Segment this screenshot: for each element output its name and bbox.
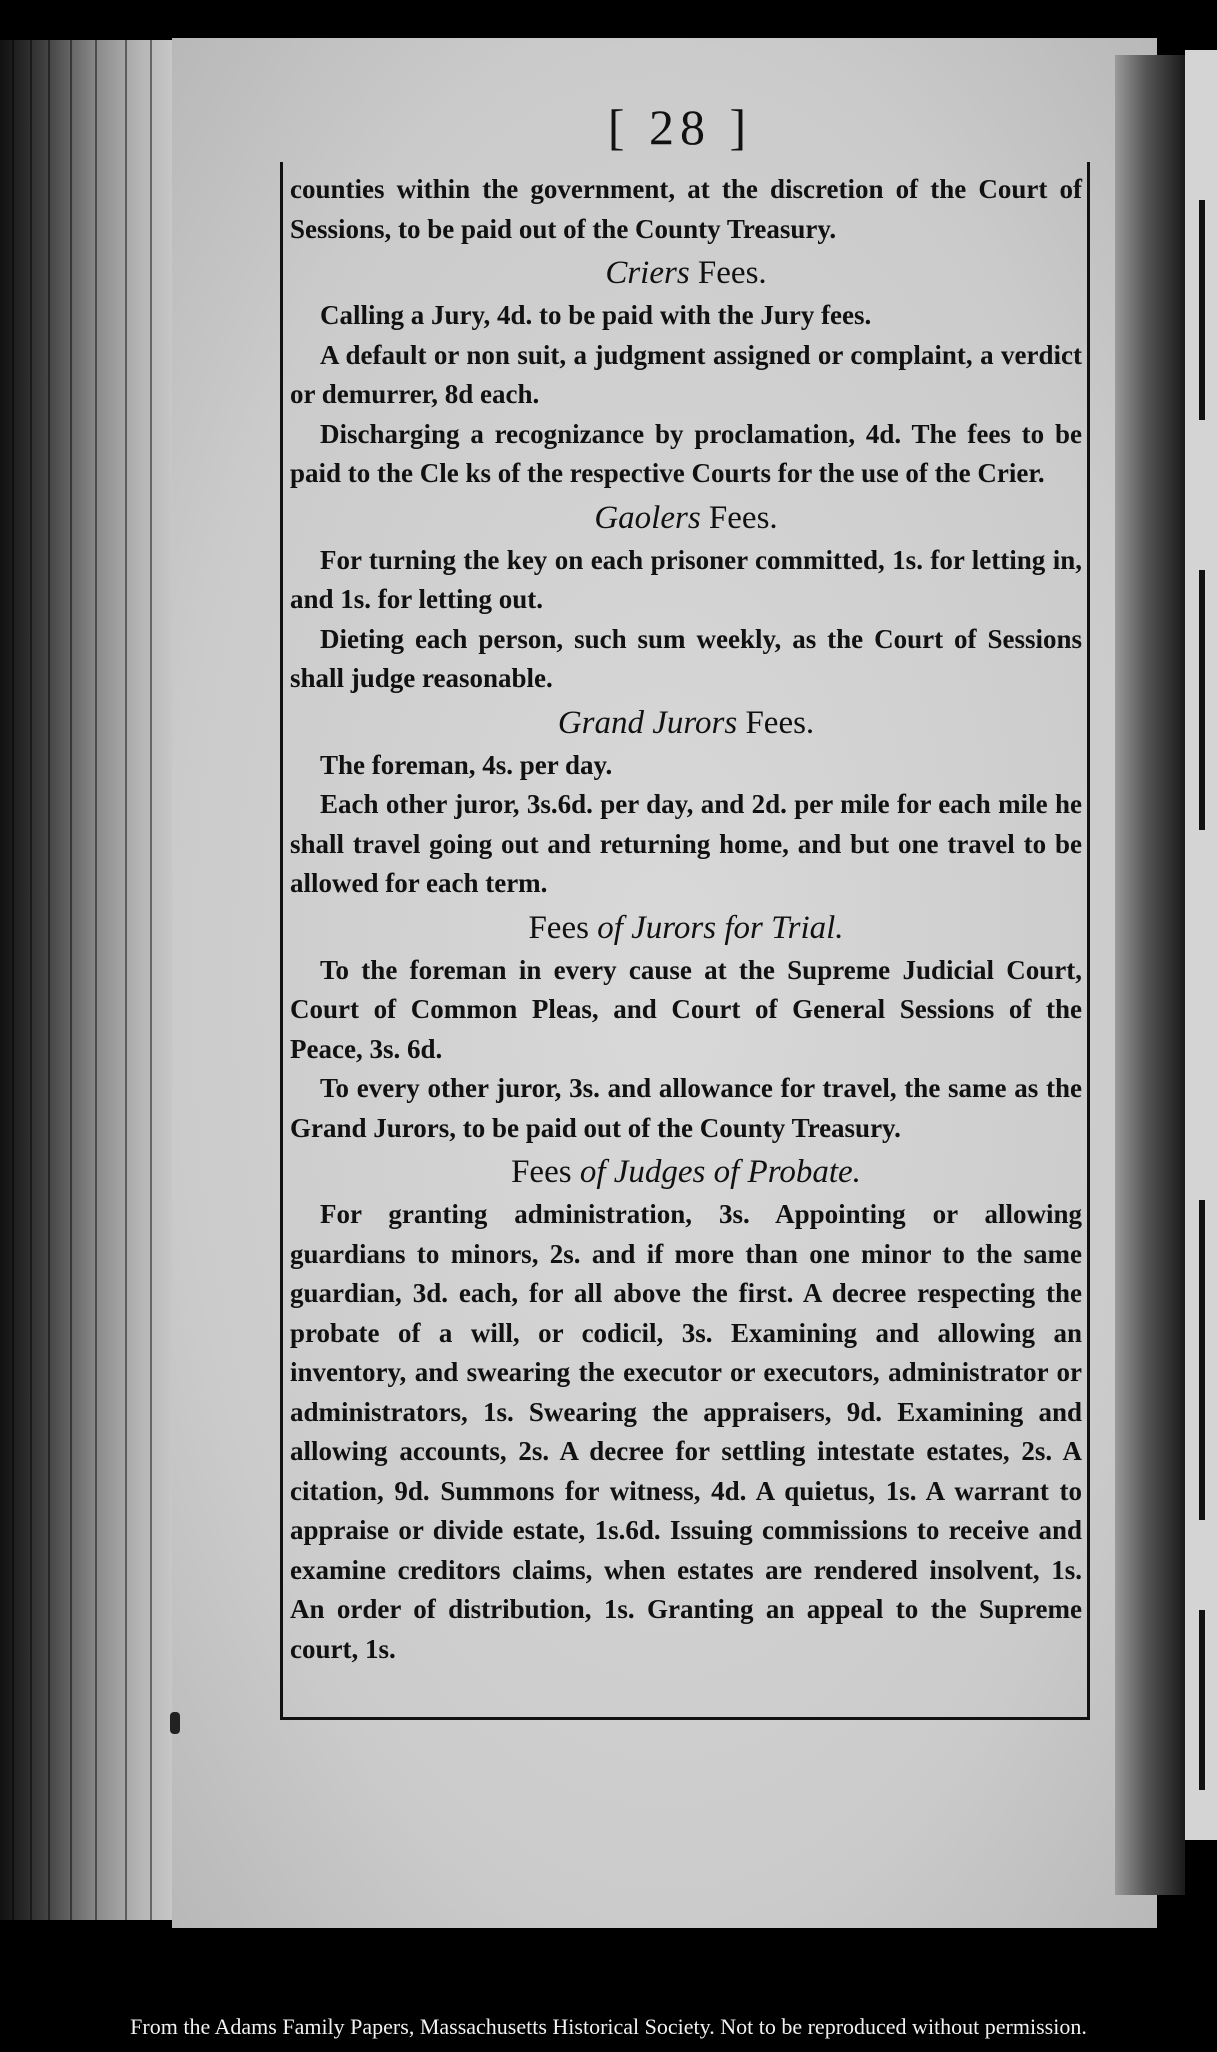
paragraph: To every other juror, 3s. and allowance for travel, the same as the Grand Jurors, to be paid out of the County Treasury. — [290, 1073, 1082, 1143]
heading-plain-text: Fees — [528, 909, 598, 946]
gutter-shadow — [1115, 55, 1185, 1895]
page-number: [ 28 ] — [607, 99, 753, 155]
facing-page-edge — [1185, 50, 1217, 1840]
heading-plain-text: Fees. — [689, 255, 767, 291]
section-heading — [290, 1150, 1082, 1195]
paragraph: Calling a Jury, 4d. to be paid with the Jury fees. — [320, 300, 872, 330]
heading-plain-text: Fees — [511, 1154, 580, 1190]
paragraph: Each other juror, 3s.6d. per day, and 2d. per mile for each mile he shall travel going out and returning home, and but one travel to be allowed for each term. — [290, 789, 1082, 898]
section-heading — [290, 906, 1082, 951]
paragraph: To the foreman in every cause at the Supreme Judicial Court, Court of Common Pleas, and Court of General Sessions of the Peace, 3s. 6d. — [290, 954, 1082, 1064]
heading-italic-text: of Jurors for Trial. — [597, 909, 844, 946]
heading-plain-text: Fees. — [700, 499, 778, 536]
book-page-edges — [0, 40, 175, 1920]
paragraph: For turning the key on each prisoner committed, 1s. for letting in, and 1s. for letting out. — [290, 544, 1082, 614]
page-text — [290, 170, 1082, 1669]
paragraph: For granting administration, 3s. Appointing or allowing guardians to minors, 2s. and if more than one minor to the same guardian, 3d. each, for all above the first. A decree respecting the probate of a will, or codicil, 3s. Examining and allowing an inventory, and swearing the executor or executors, administrator or administrators, 1s. Swearing the appraisers, 9d. Examining and allowing accounts, 2s. A decree for settling intestate estates, 2s. A citation, 9d. Summons for witness, 4d. A quietus, 1s. A warrant to appraise or divide estate, 1s.6d. Issuing commissions to receive and examine creditors claims, when estates are rendered insolvent, 1s. An order of distribution, 1s. Granting an appeal to the Supreme court, 1s. — [290, 1199, 1082, 1664]
heading-italic-text: Gaolers — [594, 499, 701, 536]
margin-mark — [170, 1712, 180, 1734]
paragraph: A default or non suit, a judgment assigned or complaint, a verdict or demurrer, 8d each. — [290, 339, 1082, 409]
copyright-caption: From the Adams Family Papers, Massachusetts Historical Society. Not to be reproduced without permission. — [130, 2014, 1087, 2039]
section-heading — [290, 701, 1082, 746]
section-heading — [290, 251, 1082, 296]
heading-italic-text: of Judges of Probate. — [579, 1154, 861, 1190]
heading-italic-text: Grand Jurors — [557, 704, 738, 741]
section-heading — [290, 496, 1082, 541]
heading-plain-text: Fees. — [737, 704, 815, 741]
paragraph: counties within the government, at the discretion of the Court of Sessions, to be paid out of the County Treasury. — [290, 174, 1082, 244]
heading-italic-text: Criers — [605, 255, 690, 291]
paragraph: Dieting each person, such sum weekly, as the Court of Sessions shall judge reasonable. — [290, 623, 1082, 693]
paragraph: The foreman, 4s. per day. — [320, 749, 613, 780]
paragraph: Discharging a recognizance by proclamation, 4d. The fees to be paid to the Cle ks of the respective Courts for the use of the Crier. — [290, 418, 1082, 488]
